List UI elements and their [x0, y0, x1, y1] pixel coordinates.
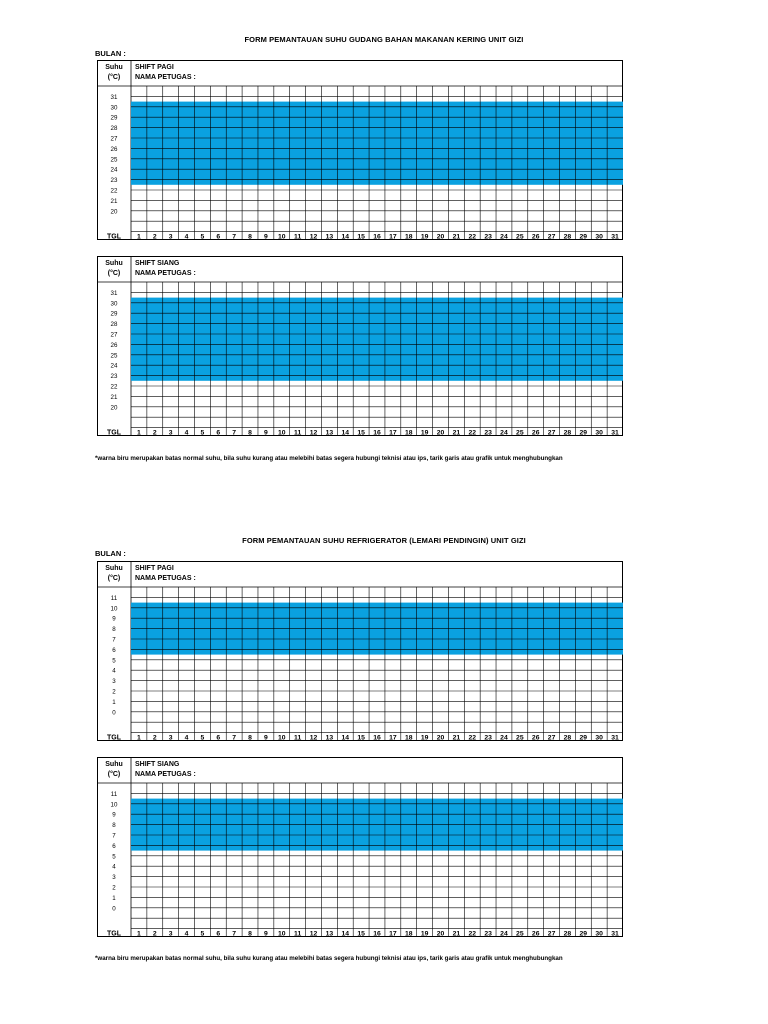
day-label: 19: [420, 734, 429, 742]
y-tick-label: 7: [112, 636, 116, 644]
day-label: 28: [563, 930, 572, 938]
day-label: 16: [373, 429, 381, 437]
day-label: 2: [152, 930, 157, 938]
bulan-label: BULAN :: [95, 49, 126, 58]
day-label: 1: [137, 233, 141, 241]
suhu-label: Suhu: [105, 565, 123, 572]
day-label: 19: [420, 930, 429, 938]
day-label: 1: [137, 734, 141, 742]
day-label: 4: [184, 233, 189, 241]
day-label: 30: [595, 930, 603, 938]
y-tick-label: 10: [110, 605, 118, 613]
y-tick-label: 20: [110, 208, 118, 216]
day-label: 2: [152, 429, 157, 437]
chart-refrigerator-siang[interactable]: [97, 757, 623, 937]
day-label: 28: [563, 429, 572, 437]
temperature-grid[interactable]: [97, 60, 623, 240]
y-tick-label: 23: [110, 373, 118, 381]
unit-label: (°C): [107, 575, 121, 582]
tgl-label: TGL: [107, 429, 121, 437]
day-label: 6: [216, 734, 221, 742]
day-label: 27: [547, 429, 556, 437]
day-label: 11: [294, 930, 302, 938]
day-label: 30: [595, 734, 603, 742]
day-label: 11: [294, 734, 302, 742]
day-label: 2: [152, 734, 157, 742]
day-label: 4: [184, 930, 189, 938]
y-tick-label: 27: [110, 135, 118, 143]
day-label: 28: [563, 233, 572, 241]
unit-label: (°C): [107, 771, 121, 778]
day-label: 12: [309, 930, 318, 938]
petugas-label[interactable]: NAMA PETUGAS :: [135, 74, 196, 81]
suhu-label: Suhu: [105, 761, 123, 768]
y-tick-label: 23: [110, 177, 118, 185]
y-tick-label: 22: [110, 187, 118, 195]
day-label: 18: [404, 734, 413, 742]
y-tick-label: 22: [110, 383, 118, 391]
day-label: 15: [357, 429, 365, 437]
y-tick-label: 6: [112, 842, 116, 850]
shift-label: SHIFT PAGI: [135, 64, 174, 71]
shift-label: SHIFT SIANG: [135, 761, 180, 768]
day-label: 28: [563, 734, 572, 742]
day-label: 6: [216, 233, 221, 241]
day-label: 20: [436, 734, 445, 742]
y-tick-label: 4: [112, 863, 116, 871]
y-tick-label: 6: [112, 646, 116, 654]
shift-label: SHIFT SIANG: [135, 260, 180, 267]
day-label: 25: [516, 734, 524, 742]
day-label: 22: [468, 930, 477, 938]
day-label: 5: [200, 930, 205, 938]
day-label: 20: [436, 233, 445, 241]
day-label: 27: [547, 930, 556, 938]
day-label: 25: [516, 429, 524, 437]
day-label: 27: [547, 233, 556, 241]
day-label: 26: [531, 930, 540, 938]
day-label: 25: [516, 233, 524, 241]
y-tick-label: 21: [110, 393, 118, 401]
day-label: 21: [452, 930, 461, 938]
day-label: 16: [373, 930, 381, 938]
day-label: 2: [152, 233, 157, 241]
y-tick-label: 2: [112, 688, 116, 696]
temperature-grid[interactable]: [97, 561, 623, 741]
day-label: 26: [531, 429, 540, 437]
day-label: 10: [277, 429, 286, 437]
day-label: 18: [404, 930, 413, 938]
day-label: 7: [232, 734, 237, 742]
day-label: 17: [389, 734, 397, 742]
y-tick-label: 1: [112, 894, 116, 902]
y-tick-label: 4: [112, 667, 116, 675]
day-label: 29: [579, 233, 588, 241]
form-title-refrigerator: FORM PEMANTAUAN SUHU REFRIGERATOR (LEMARI PENDINGIN) UNIT GIZI: [242, 536, 526, 545]
day-label: 29: [579, 734, 588, 742]
day-label: 13: [325, 233, 334, 241]
day-label: 15: [357, 930, 365, 938]
day-label: 31: [611, 233, 619, 241]
y-tick-label: 24: [110, 166, 118, 174]
day-label: 4: [184, 429, 189, 437]
day-label: 15: [357, 734, 365, 742]
day-label: 22: [468, 429, 477, 437]
tgl-label: TGL: [107, 930, 121, 938]
day-label: 13: [325, 734, 334, 742]
day-label: 12: [309, 233, 318, 241]
day-label: 19: [420, 429, 429, 437]
petugas-label[interactable]: NAMA PETUGAS :: [135, 575, 196, 582]
day-label: 5: [200, 734, 205, 742]
petugas-label[interactable]: NAMA PETUGAS :: [135, 270, 196, 277]
day-label: 24: [500, 930, 508, 938]
y-tick-label: 3: [112, 678, 116, 686]
y-tick-label: 9: [112, 615, 116, 623]
shift-label: SHIFT PAGI: [135, 565, 174, 572]
day-label: 19: [420, 233, 429, 241]
y-tick-label: 11: [110, 594, 118, 602]
day-label: 24: [500, 429, 508, 437]
day-label: 6: [216, 429, 221, 437]
y-tick-label: 30: [110, 104, 118, 112]
day-label: 10: [277, 930, 286, 938]
unit-label: (°C): [107, 270, 121, 277]
day-label: 18: [404, 429, 413, 437]
day-label: 3: [168, 233, 173, 241]
day-label: 10: [277, 734, 286, 742]
day-label: 10: [277, 233, 286, 241]
y-tick-label: 26: [110, 145, 118, 153]
form-title-gudang: FORM PEMANTAUAN SUHU GUDANG BAHAN MAKANAN KERING UNIT GIZI: [244, 35, 524, 44]
day-label: 3: [168, 930, 173, 938]
day-label: 31: [611, 734, 619, 742]
day-label: 13: [325, 429, 334, 437]
y-tick-label: 21: [110, 197, 118, 205]
day-label: 12: [309, 429, 318, 437]
y-tick-label: 5: [112, 657, 116, 665]
y-tick-label: 2: [112, 884, 116, 892]
day-label: 14: [341, 429, 350, 437]
tgl-label: TGL: [107, 734, 121, 742]
day-label: 9: [264, 429, 268, 437]
temperature-grid[interactable]: [97, 757, 623, 937]
y-tick-label: 8: [112, 626, 116, 634]
y-tick-label: 10: [110, 801, 118, 809]
day-label: 20: [436, 930, 445, 938]
day-label: 12: [309, 734, 318, 742]
day-label: 29: [579, 429, 588, 437]
day-label: 23: [484, 734, 492, 742]
day-label: 26: [531, 734, 540, 742]
day-label: 11: [294, 429, 302, 437]
day-label: 15: [357, 233, 365, 241]
day-label: 8: [248, 734, 252, 742]
day-label: 26: [531, 233, 540, 241]
day-label: 14: [341, 930, 350, 938]
day-label: 22: [468, 233, 477, 241]
day-label: 16: [373, 233, 381, 241]
day-label: 29: [579, 930, 588, 938]
day-label: 25: [516, 930, 524, 938]
day-label: 1: [137, 930, 141, 938]
day-label: 7: [232, 930, 237, 938]
suhu-label: Suhu: [105, 260, 123, 267]
day-label: 23: [484, 429, 492, 437]
y-tick-label: 20: [110, 404, 118, 412]
y-tick-label: 3: [112, 874, 116, 882]
day-label: 23: [484, 233, 492, 241]
day-label: 31: [611, 429, 619, 437]
chart-refrigerator-pagi[interactable]: [97, 561, 623, 741]
day-label: 7: [232, 429, 237, 437]
day-label: 9: [264, 233, 268, 241]
day-label: 4: [184, 734, 189, 742]
day-label: 9: [264, 930, 268, 938]
y-tick-label: 9: [112, 811, 116, 819]
day-label: 21: [452, 429, 461, 437]
note-refrigerator: *warna biru merupakan batas normal suhu, bila suhu kurang atau melebihi batas segera hubungi teknisi atau ips, tarik garis atau grafik untuk menghubungkan: [95, 955, 563, 962]
day-label: 17: [389, 429, 397, 437]
y-tick-label: 29: [110, 310, 118, 318]
y-tick-label: 29: [110, 114, 118, 122]
y-tick-label: 24: [110, 362, 118, 370]
day-label: 8: [248, 930, 252, 938]
day-label: 24: [500, 734, 508, 742]
suhu-label: Suhu: [105, 64, 123, 71]
y-tick-label: 31: [110, 93, 118, 101]
chart-gudang-siang[interactable]: [97, 256, 623, 436]
normal-range-band: [131, 102, 623, 185]
day-label: 24: [500, 233, 508, 241]
note-gudang: *warna biru merupakan batas normal suhu, bila suhu kurang atau melebihi batas segera hubungi teknisi atau ips, tarik garis atau grafik untuk menghubungkan: [95, 455, 563, 462]
day-label: 20: [436, 429, 445, 437]
y-tick-label: 5: [112, 853, 116, 861]
bulan-label: BULAN :: [95, 549, 126, 558]
day-label: 31: [611, 930, 619, 938]
day-label: 14: [341, 734, 350, 742]
day-label: 27: [547, 734, 556, 742]
day-label: 18: [404, 233, 413, 241]
y-tick-label: 11: [110, 790, 118, 798]
day-label: 8: [248, 233, 252, 241]
day-label: 5: [200, 233, 205, 241]
day-label: 17: [389, 233, 397, 241]
y-tick-label: 28: [110, 321, 118, 329]
day-label: 8: [248, 429, 252, 437]
y-tick-label: 7: [112, 832, 116, 840]
y-tick-label: 28: [110, 125, 118, 133]
y-tick-label: 27: [110, 331, 118, 339]
day-label: 30: [595, 233, 603, 241]
day-label: 9: [264, 734, 268, 742]
tgl-label: TGL: [107, 233, 121, 241]
y-tick-label: 30: [110, 300, 118, 308]
chart-gudang-pagi[interactable]: [97, 60, 623, 240]
day-label: 23: [484, 930, 492, 938]
day-label: 11: [294, 233, 302, 241]
y-tick-label: 0: [112, 709, 116, 717]
y-tick-label: 25: [110, 156, 118, 164]
normal-range-band: [131, 298, 623, 381]
day-label: 21: [452, 734, 461, 742]
y-tick-label: 31: [110, 289, 118, 297]
y-tick-label: 8: [112, 822, 116, 830]
y-tick-label: 25: [110, 352, 118, 360]
day-label: 21: [452, 233, 461, 241]
day-label: 22: [468, 734, 477, 742]
day-label: 13: [325, 930, 334, 938]
y-tick-label: 0: [112, 905, 116, 913]
y-tick-label: 26: [110, 341, 118, 349]
y-tick-label: 1: [112, 698, 116, 706]
day-label: 7: [232, 233, 237, 241]
day-label: 3: [168, 429, 173, 437]
day-label: 3: [168, 734, 173, 742]
unit-label: (°C): [107, 74, 121, 81]
day-label: 16: [373, 734, 381, 742]
day-label: 30: [595, 429, 603, 437]
day-label: 6: [216, 930, 221, 938]
temperature-grid[interactable]: [97, 256, 623, 436]
day-label: 17: [389, 930, 397, 938]
petugas-label[interactable]: NAMA PETUGAS :: [135, 771, 196, 778]
day-label: 14: [341, 233, 350, 241]
day-label: 5: [200, 429, 205, 437]
day-label: 1: [137, 429, 141, 437]
